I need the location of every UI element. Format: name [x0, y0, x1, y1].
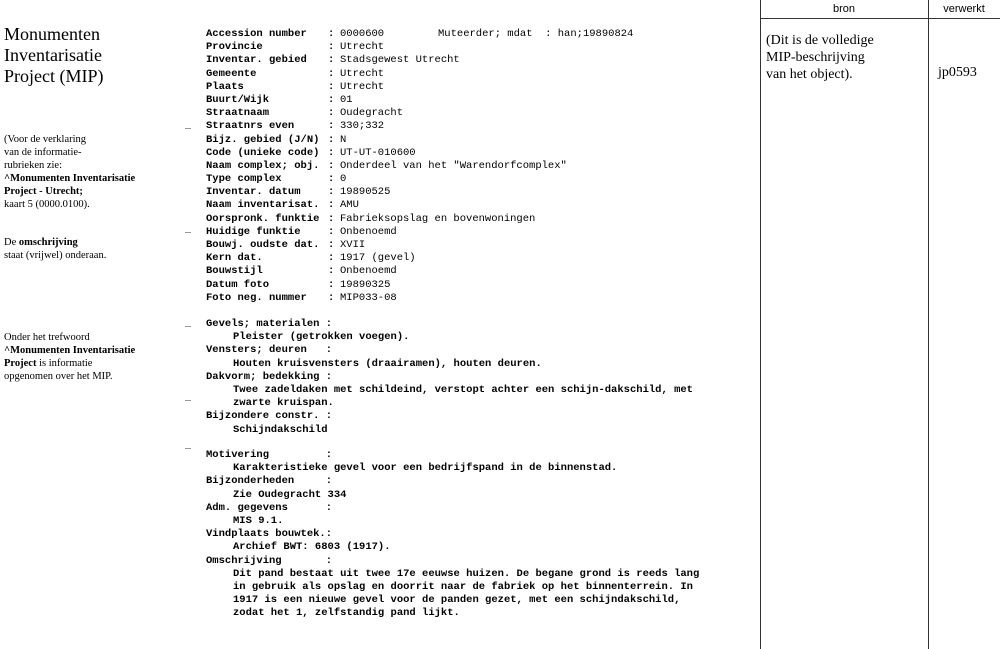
field-label: Datum foto	[206, 278, 270, 291]
field-label: Provincie	[206, 41, 263, 54]
field-value: N	[340, 133, 347, 146]
field-row: Huidige funktie : Onbenoemd	[206, 225, 397, 238]
section-text: Twee zadeldaken met schildeind, verstopt achter een schijn-dakschild, met	[233, 384, 693, 397]
note-keyword: omschrijving	[18, 237, 78, 248]
section-text: zodat het 1, zelfstandig pand lijkt.	[233, 607, 460, 620]
field-label: Code (unieke code)	[206, 146, 320, 159]
field-value: 19890325	[340, 278, 391, 291]
field-value: 19890525	[340, 186, 391, 199]
field-value: 1917 (gevel)	[340, 252, 416, 265]
section-text: Karakteristieke gevel voor een bedrijfspand in de binnenstad.	[233, 462, 618, 475]
divider	[185, 232, 191, 233]
section-text: Pleister (getrokken voegen).	[233, 331, 410, 344]
section-heading: Vindplaats bouwtek.:	[206, 528, 333, 541]
divider	[185, 400, 191, 401]
section-text: zwarte kruispan.	[233, 397, 334, 410]
column-header-bron: bron	[832, 3, 856, 15]
note-line: rubrieken zie:	[4, 160, 63, 171]
field-row: Bouwstijl : Onbenoemd	[206, 265, 397, 278]
field-value: han;19890824	[557, 28, 634, 40]
field-label: Inventar. datum	[206, 186, 301, 199]
field-row: Foto neg. nummer : MIP033-08	[206, 291, 397, 304]
field-label: Buurt/Wijk	[206, 93, 270, 106]
field-value: Onbenoemd	[340, 265, 397, 278]
page-title	[4, 24, 184, 87]
field-row: Straatnrs even : 330;332	[206, 120, 385, 133]
column-divider	[928, 0, 929, 649]
title-line: Monumenten	[4, 24, 100, 44]
bron-line: (Dit is de volledige	[766, 33, 874, 48]
field-value: AMU	[340, 199, 359, 212]
section-text: Zie Oudegracht 334	[233, 488, 347, 501]
field-value: Oudegracht	[340, 107, 404, 120]
field-label: Naam inventarisat.	[206, 199, 320, 212]
note-line: kaart 5 (0000.0100).	[4, 199, 90, 210]
record-fields	[206, 28, 766, 305]
section-text: MIS 9.1.	[233, 515, 284, 528]
section-heading: Bijzonderheden :	[206, 475, 333, 488]
field-value: 330;332	[340, 120, 385, 133]
field-row: Naam complex; obj. : Onderdeel van het "Warendorfcomplex"	[206, 159, 567, 172]
note-reference: Project	[4, 358, 37, 369]
materials-section	[206, 318, 746, 437]
motivation-section	[206, 449, 746, 621]
divider	[185, 448, 191, 449]
field-value: Fabrieksopslag en bovenwoningen	[340, 212, 536, 225]
column-header-verwerkt: verwerkt	[943, 3, 985, 15]
section-text: in gebruik als opslag en doorrit naar de fabriek op het binnenterrein. In	[233, 581, 693, 594]
field-label: Foto neg. nummer	[206, 291, 307, 304]
section-heading: Bijzondere constr. :	[206, 410, 333, 423]
mutator-field: Muteerder; mdat : han;19890824	[438, 28, 634, 40]
field-label: Type complex	[206, 173, 282, 186]
section-heading: Vensters; deuren :	[206, 344, 333, 357]
field-row: Gemeente : Utrecht	[206, 67, 385, 80]
field-row: Provincie : Utrecht	[206, 41, 385, 54]
header-divider	[760, 18, 1000, 19]
field-label: Muteerder; mdat	[438, 28, 533, 40]
note-reference: ^Monumenten Inventarisatie	[4, 173, 136, 184]
field-label: Bouwj. oudste dat.	[206, 239, 320, 251]
field-label: Bijz. gebied (J/N)	[206, 133, 320, 146]
note-line: Onder het trefwoord	[4, 332, 90, 343]
field-value: UT-UT-010600	[340, 146, 416, 159]
bron-note	[766, 32, 926, 83]
field-value: Onderdeel van het "Warendorfcomplex"	[340, 159, 567, 172]
note-line: opgenomen over het MIP.	[4, 371, 113, 382]
note-text: De	[4, 237, 19, 248]
note-line: (Voor de verklaring	[4, 134, 87, 145]
keyword-note	[4, 331, 184, 383]
field-label: Huidige funktie	[206, 225, 301, 238]
section-text: Archief BWT: 6803 (1917).	[233, 541, 391, 554]
note-reference: Project - Utrecht;	[4, 186, 83, 197]
field-value: 0	[340, 173, 347, 186]
note-line: van de informatie-	[4, 147, 82, 158]
field-value: 0000600	[340, 28, 385, 40]
field-row: Code (unieke code) : UT-UT-010600	[206, 146, 416, 159]
left-column	[4, 24, 184, 87]
section-text: Dit pand bestaat uit twee 17e eeuwse huizen. De begane grond is reeds lang	[233, 567, 700, 580]
bron-line: van het object).	[766, 67, 853, 82]
field-label: Inventar. gebied	[206, 54, 307, 67]
field-row: Naam inventarisat. : AMU	[206, 199, 359, 212]
section-text: Houten kruisvensters (draairamen), houten deuren.	[233, 357, 542, 370]
section-heading: Adm. gegevens :	[206, 501, 333, 514]
field-value: XVII	[340, 239, 366, 251]
field-row: Kern dat. : 1917 (gevel)	[206, 252, 416, 265]
field-value: MIP033-08	[340, 291, 397, 304]
field-row: Oorspronk. funktie : Fabrieksopslag en bovenwoningen	[206, 212, 536, 225]
field-value: Onbenoemd	[340, 225, 397, 238]
field-value: Utrecht	[340, 80, 385, 93]
field-label: Naam complex; obj.	[206, 159, 320, 172]
field-row: Buurt/Wijk : 01	[206, 93, 353, 106]
field-label: Bouwstijl	[206, 265, 263, 278]
field-value: Utrecht	[340, 41, 385, 54]
note-line: staat (vrijwel) onderaan.	[4, 250, 107, 261]
divider	[185, 128, 191, 129]
field-row: Plaats : Utrecht	[206, 80, 385, 93]
field-label: Accession number	[206, 28, 307, 40]
field-row: Straatnaam : Oudegracht	[206, 107, 404, 120]
field-label: Straatnrs even	[206, 120, 295, 133]
field-label: Oorspronk. funktie	[206, 212, 320, 225]
field-value: 01	[340, 93, 353, 106]
field-label: Kern dat.	[206, 252, 263, 265]
section-heading: Gevels; materialen :	[206, 318, 333, 330]
field-value: Utrecht	[340, 67, 385, 80]
field-row: Bouwj. oudste dat. : XVII	[206, 239, 366, 251]
field-row: Datum foto : 19890325	[206, 278, 391, 291]
note-reference: ^Monumenten Inventarisatie	[4, 345, 136, 356]
field-label: Gemeente	[206, 67, 257, 80]
title-line: Project (MIP)	[4, 66, 104, 86]
field-label: Straatnaam	[206, 107, 270, 120]
field-label: Plaats	[206, 80, 244, 93]
description-note	[4, 236, 184, 262]
explanation-note	[4, 133, 184, 211]
field-row: Inventar. datum : 19890525	[206, 186, 391, 199]
column-divider	[760, 0, 761, 649]
divider	[185, 326, 191, 327]
field-value: Stadsgewest Utrecht	[340, 54, 460, 67]
section-text: Schijndakschild	[233, 423, 328, 436]
section-heading: Dakvorm; bedekking :	[206, 370, 333, 383]
section-text: 1917 is een nieuwe gevel voor de panden gezet, met een schijndakschild,	[233, 594, 681, 607]
field-row: Type complex : 0	[206, 173, 347, 186]
field-row: Bijz. gebied (J/N) : N	[206, 133, 347, 146]
bron-line: MIP-beschrijving	[766, 50, 865, 65]
field-row: Inventar. gebied : Stadsgewest Utrecht	[206, 54, 460, 67]
note-text: is informatie	[36, 358, 93, 369]
section-heading: Omschrijving :	[206, 554, 333, 567]
verwerkt-code: jp0593	[938, 65, 977, 80]
title-line: Inventarisatie	[4, 45, 102, 65]
field-row: Accession number : 0000600	[206, 28, 385, 40]
section-heading: Motivering :	[206, 449, 333, 461]
